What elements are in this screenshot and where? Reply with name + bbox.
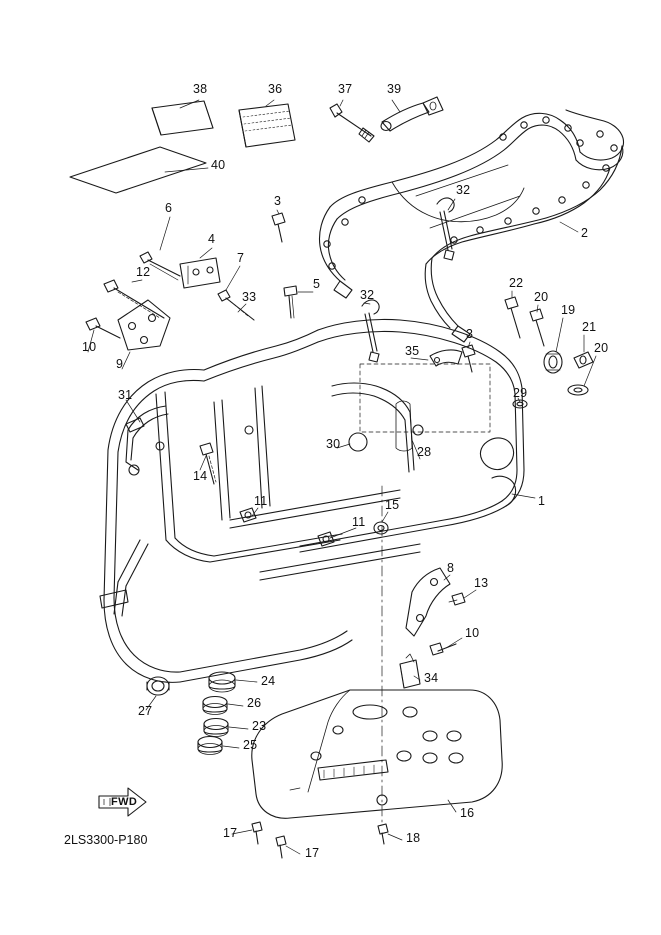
parts-23-26-collars	[198, 672, 235, 755]
fwd-direction-label: FWD	[111, 796, 138, 808]
callout-27: 27	[138, 704, 153, 718]
callout-12: 12	[136, 265, 151, 279]
callout-10-left: 10	[82, 340, 97, 354]
callout-20-upper: 20	[534, 290, 549, 304]
part-10-bolt-left	[86, 318, 120, 338]
callout-5: 5	[313, 277, 321, 291]
callout-25: 25	[243, 738, 258, 752]
callout-29: 29	[513, 386, 528, 400]
part-3-bolt-upper	[272, 213, 285, 242]
callout-7: 7	[237, 251, 245, 265]
part-17-bolts	[252, 822, 286, 858]
callout-33: 33	[242, 290, 257, 304]
part-37-bolt	[330, 104, 374, 142]
callout-40: 40	[211, 158, 226, 172]
part-13-bolt	[449, 593, 465, 605]
callout-17-right: 17	[305, 846, 320, 860]
part-38-pad	[152, 101, 213, 135]
callout-32-upper: 32	[456, 183, 471, 197]
callout-20-lower: 20	[594, 341, 609, 355]
part-4-bracket	[180, 258, 220, 288]
callout-35: 35	[405, 344, 420, 358]
callout-16: 16	[460, 806, 475, 820]
callout-19: 19	[561, 303, 576, 317]
callout-21: 21	[582, 320, 597, 334]
callout-3-upper: 3	[274, 194, 282, 208]
callout-17-left: 17	[223, 826, 238, 840]
callout-24: 24	[261, 674, 276, 688]
callout-14: 14	[193, 469, 208, 483]
part-5-bolt	[284, 286, 297, 318]
callout-18: 18	[406, 831, 421, 845]
callout-31: 31	[118, 388, 133, 402]
part-35-bracket	[430, 350, 462, 366]
callout-22: 22	[509, 276, 524, 290]
callout-8: 8	[447, 561, 455, 575]
callout-11-left: 11	[254, 494, 268, 508]
callout-36: 36	[268, 82, 283, 96]
callout-1: 1	[538, 494, 546, 508]
callout-4: 4	[208, 232, 216, 246]
callout-28: 28	[417, 445, 432, 459]
callout-32-lower: 32	[360, 288, 375, 302]
callout-9: 9	[116, 357, 124, 371]
callout-10-lower: 10	[465, 626, 480, 640]
callout-13: 13	[474, 576, 489, 590]
callout-2: 2	[581, 226, 589, 240]
part-27-bushing	[147, 677, 169, 695]
callout-3-right: 3	[466, 327, 474, 341]
part-3-bolt-right	[462, 345, 475, 372]
callout-34: 34	[424, 671, 439, 685]
part-10-bolt-lower	[430, 643, 456, 655]
callout-11-right: 11	[352, 515, 366, 529]
part-1-main-frame	[104, 319, 524, 682]
part-12-bolt	[104, 280, 164, 318]
part-8-bracket	[406, 568, 450, 636]
part-39-strap	[381, 97, 443, 131]
part-16-skid-plate	[252, 690, 502, 818]
part-36-bracket	[239, 104, 295, 147]
callout-15: 15	[385, 498, 400, 512]
part-34-block	[400, 654, 420, 688]
sheet-part-code: 2LS3300-P180	[64, 833, 148, 847]
callout-37: 37	[338, 82, 353, 96]
callout-23: 23	[252, 719, 267, 733]
callout-26: 26	[247, 696, 262, 710]
callout-39: 39	[387, 82, 402, 96]
part-9-bracket	[118, 300, 170, 350]
callout-6: 6	[165, 201, 173, 215]
part-2-rear-frame	[319, 110, 623, 342]
callout-30: 30	[326, 437, 341, 451]
part-18-bolt	[378, 824, 388, 844]
frame-left-guard	[126, 406, 168, 475]
frame-front-left-tube	[100, 540, 148, 616]
callout-38: 38	[193, 82, 208, 96]
